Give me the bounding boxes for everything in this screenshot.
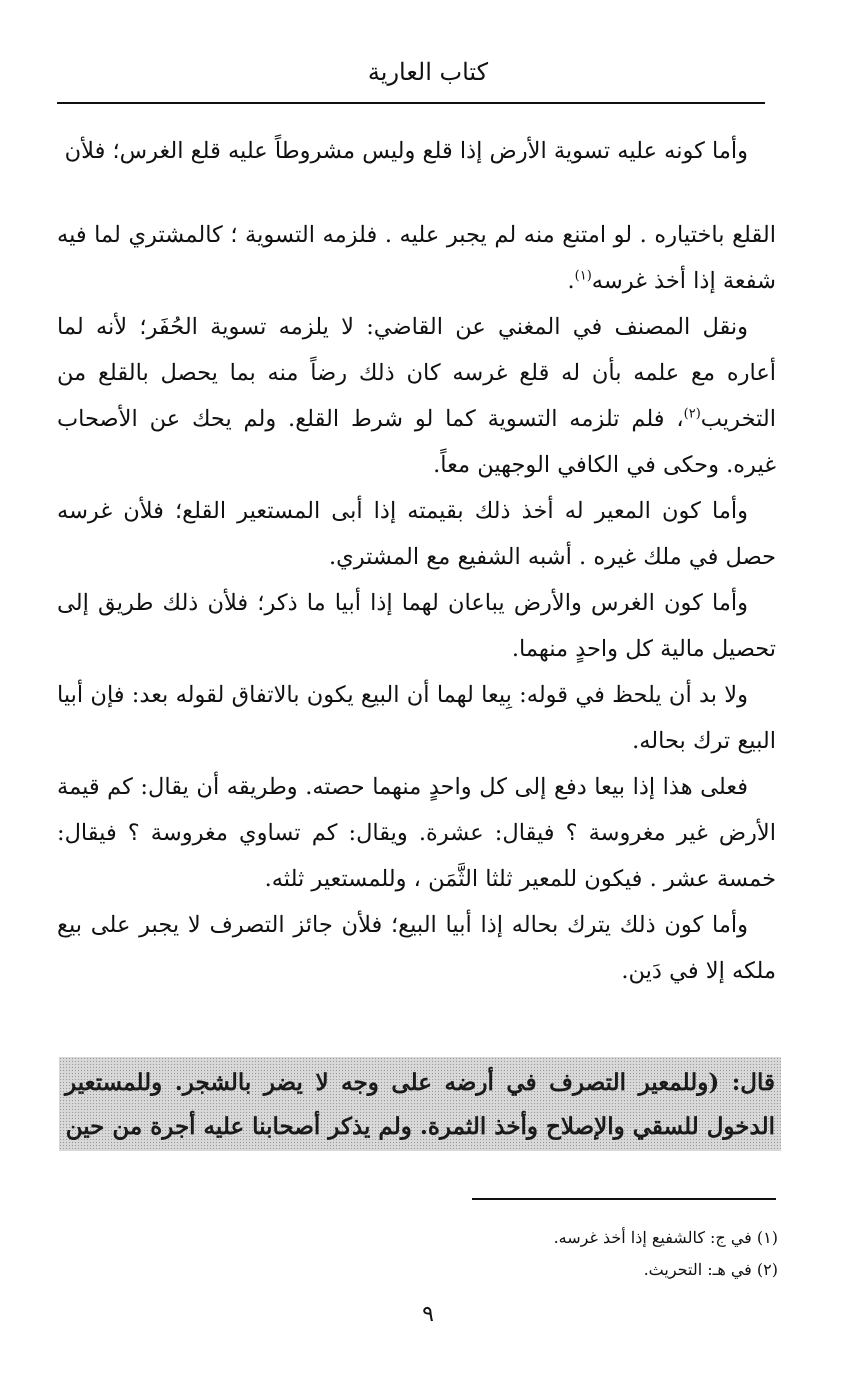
paragraph	[57, 902, 776, 994]
paragraph-text: وأما كونه عليه تسوية الأرض إذا قلع وليس مشروطاً عليه قلع الغرس؛ فلأن	[64, 138, 748, 164]
paragraph-text: القلع باختياره . لو امتنع منه لم يجبر عليه . فلزمه التسوية ؛ كالمشتري لما فيه شفعة إذا أخذ غرسه	[57, 222, 776, 294]
paragraph-text: ، فلم تلزمه التسوية كما لو شرط القلع. ولم يحك عن الأصحاب غيره. وحكى في الكافي الوجهين معاً.	[57, 406, 776, 478]
paragraph	[57, 672, 776, 764]
footnote: (٢) في هـ: التحريث.	[643, 1260, 778, 1279]
paragraph	[57, 304, 776, 488]
page-number: ٩	[422, 1302, 434, 1327]
paragraph	[57, 128, 776, 174]
footnotes	[57, 1222, 778, 1286]
paragraph-text: وأما كون المعير له أخذ ذلك بقيمته إذا أبى المستعير القلع؛ فلأن غرسه حصل في ملك غيره . أشبه الشفيع مع المشتري.	[57, 498, 776, 570]
paragraph	[57, 580, 776, 672]
period: .	[567, 268, 575, 294]
footnote-reference[interactable]: (٢)	[683, 406, 701, 422]
matn-highlight-box	[59, 1057, 781, 1151]
footnote-rule	[472, 1198, 776, 1200]
matn-text: قال: (وللمعير التصرف في أرضه على وجه لا يضر بالشجر. وللمستعير الدخول للسقي والإصلاح وأخذ الثمرة. ولم يذكر أصحابنا عليه أجرة من حين	[65, 1069, 775, 1140]
paragraph-text: وأما كون ذلك يترك بحاله إذا أبيا البيع؛ فلأن جائز التصرف لا يجبر على بيع ملكه إلا في دَين.	[57, 912, 776, 984]
paragraph-text: وأما كون الغرس والأرض يباعان لهما إذا أبيا ما ذكر؛ فلأن ذلك طريق إلى تحصيل مالية كل واحدٍ منهما.	[57, 590, 776, 662]
paragraph	[57, 764, 776, 902]
footnote-reference[interactable]: (١)	[574, 268, 592, 284]
footnote: (١) في ج: كالشفيع إذا أخذ غرسه.	[553, 1228, 778, 1247]
paragraph-text: ولا بد أن يلحظ في قوله: بِيعا لهما أن البيع يكون بالاتفاق لقوله بعد: فإن أبيا البيع ترك بحاله.	[57, 682, 776, 754]
paragraph-text: فعلى هذا إذا بيعا دفع إلى كل واحدٍ منهما حصته. وطريقه أن يقال: كم قيمة الأرض غير مغروسة ؟ فيقال: عشرة. ويقال: كم تساوي مغروسة ؟ فيقال: خمسة عشر . فيكون للمعير ثلثا الثَّمَن ، وللمستعير ثلثه.	[57, 774, 776, 892]
paragraph	[57, 488, 776, 580]
running-title: كتاب العارية	[367, 58, 489, 86]
paragraph-text: ونقل المصنف في المغني عن القاضي: لا يلزمه تسوية الحُفَر؛ لأنه لما أعاره مع علمه بأن له قلع غرسه كان ذلك رضاً منه بما يحصل بالقلع من التخريب	[57, 314, 776, 432]
header-rule	[57, 102, 765, 104]
paragraph	[57, 212, 776, 304]
main-text	[57, 128, 776, 994]
